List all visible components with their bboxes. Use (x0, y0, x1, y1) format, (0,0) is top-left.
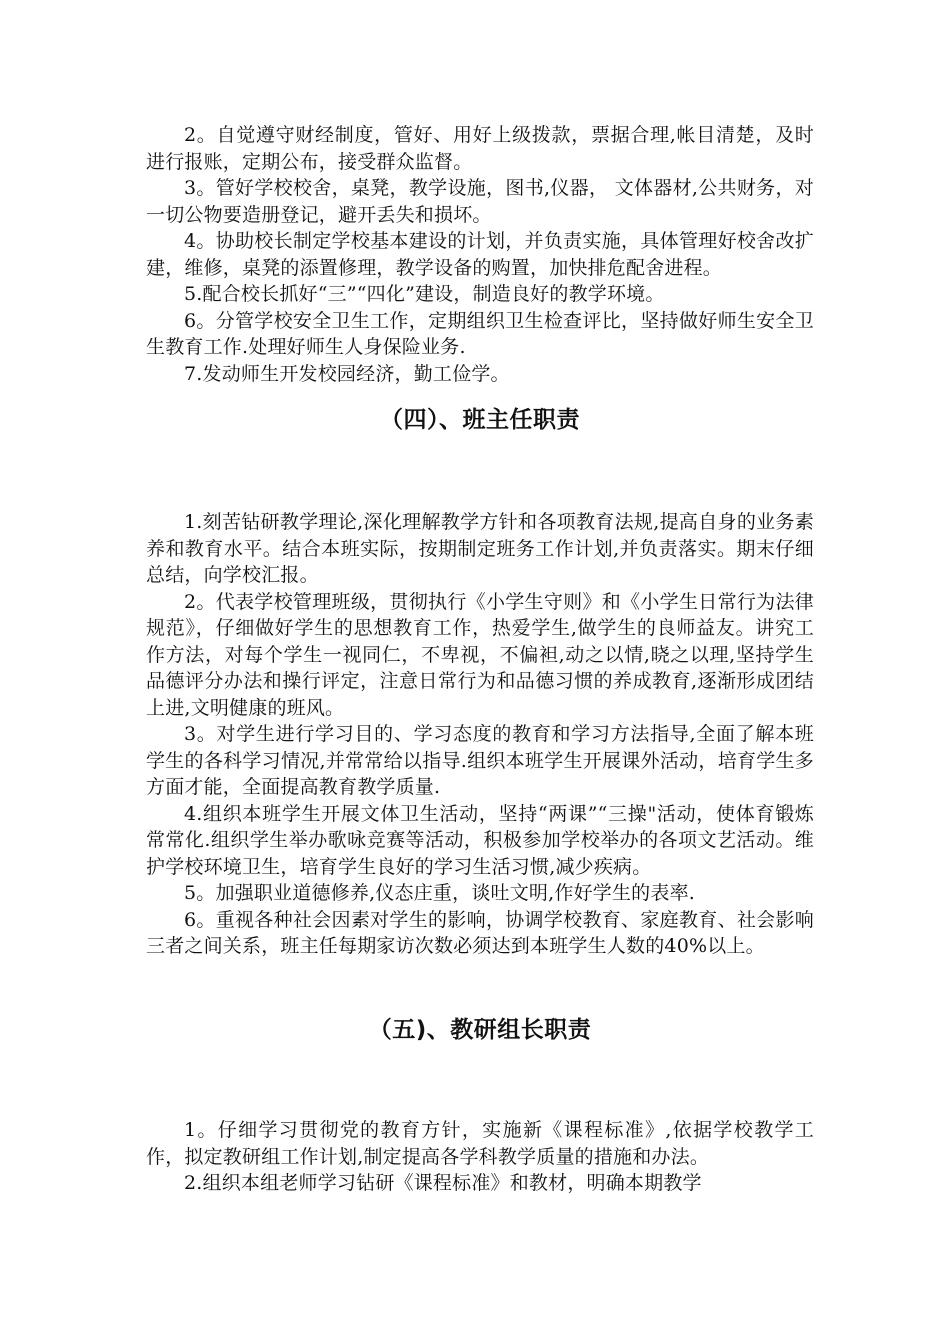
paragraph: 5。加强职业道德修养,仪态庄重，谈吐文明,作好学生的表率. (184, 882, 696, 904)
paragraph: 2。自觉遵守财经制度，管好、用好上级拨款，票据合理,帐目清楚，及时进行报账，定期公布，接受群众监督。 (146, 124, 814, 173)
paragraph: 6。重视各种社会因素对学生的影响，协调学校教育、家庭教育、社会影响三者之间关系，班主任每期家访次数必须达到本班学生人数的40%以上。 (146, 908, 814, 957)
paragraph: 1.刻苦钻研教学理论,深化理解教学方针和各项教育法规,提高自身的业务素养和教育水平。结合本班实际，按期制定班务工作计划,并负责落实。期末仔细总结，向学校汇报。 (146, 511, 814, 586)
section-heading-class-teacher: （四）、班主任职责 (380, 407, 580, 433)
paragraph: 2。代表学校管理班级，贯彻执行《小学生守则》和《小学生日常行为法律规范》，仔细做好学生的思想教育工作，热爱学生,做学生的良师益友。讲究工作方法，对每个学生一视同仁，不卑视，不偏袒,动之以情,晓之以理,坚持学生品德评分办法和操行评定，注意日常行为和品德习惯的养成教育,逐渐形成团结上进,文明健康的班风。 (146, 590, 814, 719)
class-teacher-duties-section (146, 509, 814, 960)
previous-duties-section (146, 122, 814, 387)
research-group-leader-duties-section (146, 1117, 814, 1197)
paragraph: 4。协助校长制定学校基本建设的计划，并负责实施，具体管理好校舍改扩建，维修，桌凳的添置修理，教学设备的购置，加快排危配舍进程。 (146, 230, 814, 279)
paragraph: 3。管好学校校舍，桌凳，教学设施，图书,仪器， 文体器材,公共财务，对一切公物要造册登记，避开丢失和损坏。 (146, 177, 814, 226)
paragraph: 2.组织本组老师学习钻研《课程标准》和教材，明确本期教学 (184, 1172, 702, 1194)
paragraph: 6。分管学校安全卫生工作，定期组织卫生检查评比，坚持做好师生安全卫生教育工作.处理好师生人身保险业务. (146, 309, 814, 358)
paragraph: 1。仔细学习贯彻党的教育方针，实施新《课程标准》,依据学校教学工作，拟定教研组工作计划,制定提高各学科教学质量的措施和办法。 (146, 1119, 814, 1168)
paragraph: 7.发动师生开发校园经济，勤工俭学。 (184, 362, 510, 385)
paragraph: 4.组织本班学生开展文体卫生活动，坚持“两课”“三操"活动，使体育锻炼常常化.组织学生举办歌咏竞赛等活动，积极参加学校举办的各项文艺活动。维护学校环境卫生，培育学生良好的学习生活习惯,减少疾病。 (146, 802, 814, 878)
section-heading-research-group-leader: （五)、教研组长职责 (368, 1017, 592, 1043)
paragraph: 5.配合校长抓好“三”“四化”建设，制造良好的教学环境。 (184, 283, 665, 305)
paragraph: 3。对学生进行学习目的、学习态度的教育和学习方法指导,全面了解本班学生的各科学习情况,并常常给以指导.组织本班学生开展课外活动，培育学生多方面才能，全面提高教育教学质量. (146, 723, 814, 798)
